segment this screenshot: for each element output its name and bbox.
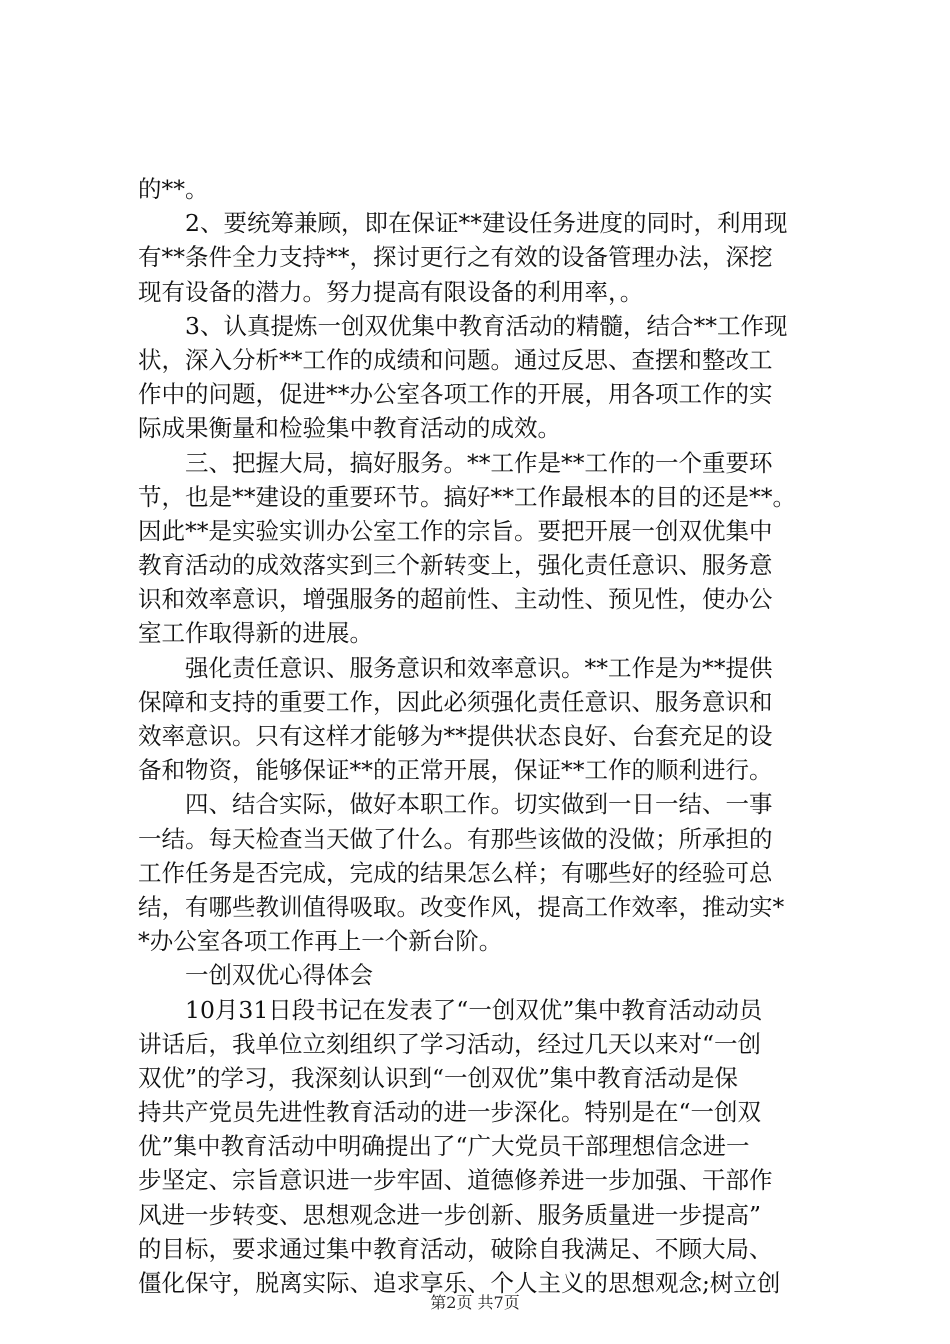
text-line: 讲话后，我单位立刻组织了学习活动，经过几天以来对“一创 — [138, 1029, 762, 1058]
text-line: 双优”的学习，我深刻认识到“一创双优”集中教育活动是保 — [138, 1063, 739, 1092]
text-line: 优”集中教育活动中明确提出了“广大党员干部理想信念进一 — [138, 1132, 750, 1161]
text-line: 僵化保守，脱离实际、追求享乐、个人主义的思想观念;树立创 — [138, 1269, 781, 1297]
text-line: 作中的问题，促进**办公室各项工作的开展，用各项工作的实 — [138, 380, 773, 409]
text-line: 步坚定、宗旨意识进一步牢固、道德修养进一步加强、干部作 — [138, 1166, 773, 1195]
text-line: 室工作取得新的进展。 — [138, 619, 373, 648]
text-line: 节，也是**建设的重要环节。搞好**工作最根本的目的还是**。 — [138, 482, 796, 511]
text-line: *办公室各项工作再上一个新台阶。 — [138, 927, 503, 956]
text-line: 际成果衡量和检验集中教育活动的成效。 — [138, 414, 561, 443]
text-line: 保障和支持的重要工作，因此必须强化责任意识、服务意识和 — [138, 687, 773, 716]
text-line: 有**条件全力支持**，探讨更行之有效的设备管理办法，深挖 — [138, 243, 773, 272]
text-line: 结，有哪些教训值得吸取。改变作风，提高工作效率，推动实* — [138, 892, 785, 921]
text-line: 现有设备的潜力。努力提高有限设备的利用率，。 — [138, 277, 644, 306]
text-line: 的**。 — [138, 175, 209, 203]
text-line: 持共产党员先进性教育活动的进一步深化。特别是在“一创双 — [138, 1098, 762, 1127]
page-footer: 第2页 共7页 — [430, 1293, 520, 1312]
text-line: 三、把握大局，搞好服务。**工作是**工作的一个重要环 — [138, 448, 773, 477]
text-line: 四、结合实际，做好本职工作。切实做到一日一结、一事 — [138, 790, 773, 819]
text-line: 10月31日段书记在发表了“一创双优”集中教育活动动员 — [138, 995, 763, 1024]
text-line: 效率意识。只有这样才能够为**提供状态良好、台套充足的设 — [138, 722, 773, 750]
text-line: 备和物资，能够保证**的正常开展，保证**工作的顺利进行。 — [138, 756, 773, 785]
document-body — [138, 172, 838, 1300]
text-line: 2、要统筹兼顾，即在保证**建设任务进度的同时，利用现 — [138, 209, 788, 238]
text-line: 因此**是实验实训办公室工作的宗旨。要把开展一创双优集中 — [138, 516, 773, 545]
text-line: 教育活动的成效落实到三个新转变上，强化责任意识、服务意 — [138, 551, 773, 580]
text-line: 3、认真提炼一创双优集中教育活动的精髓，结合**工作现 — [138, 311, 788, 340]
text-line: 一结。每天检查当天做了什么。有那些该做的没做；所承担的 — [138, 824, 773, 853]
text-line: 状，深入分析**工作的成绩和问题。通过反思、查摆和整改工 — [138, 345, 773, 374]
text-line: 强化责任意识、服务意识和效率意识。**工作是为**提供 — [138, 653, 773, 682]
text-line: 工作任务是否完成，完成的结果怎么样；有哪些好的经验可总 — [138, 858, 773, 887]
text-line: 一创双优心得体会 — [138, 961, 373, 990]
text-line: 风进一步转变、思想观念进一步创新、服务质量进一步提高” — [138, 1200, 762, 1229]
text-line: 识和效率意识，增强服务的超前性、主动性、预见性，使办公 — [138, 585, 773, 614]
text-line: 的目标，要求通过集中教育活动，破除自我满足、不顾大局、 — [138, 1234, 773, 1263]
